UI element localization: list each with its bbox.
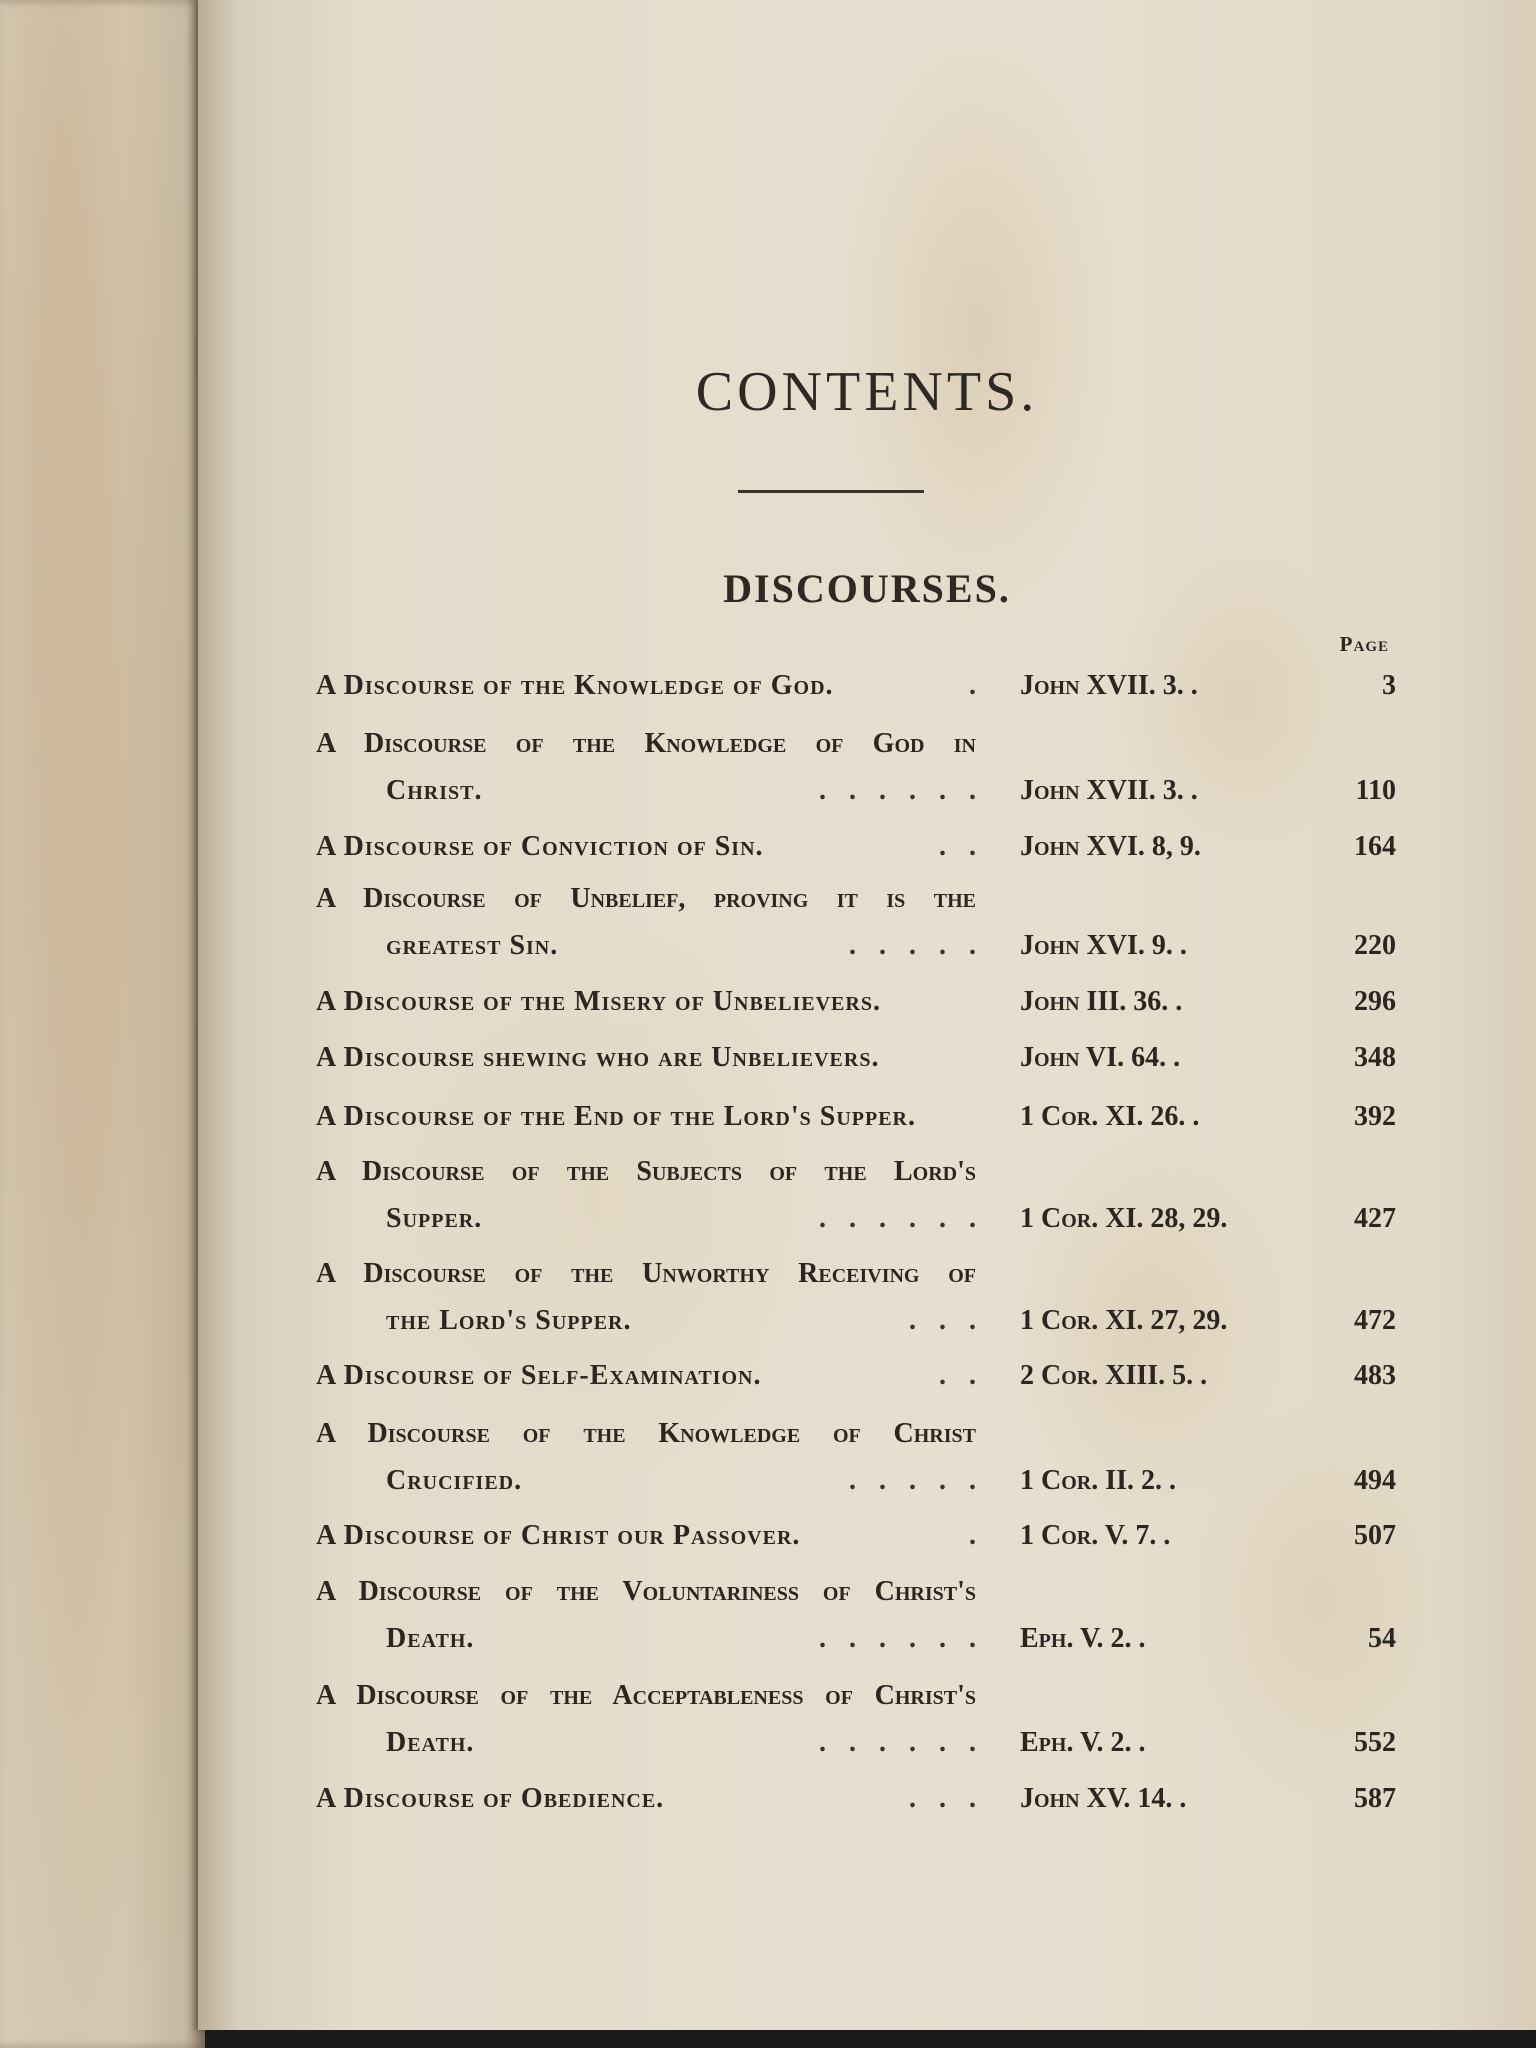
page-number: 483 (1354, 1360, 1396, 1391)
scripture-reference: Eph. V. 2. . (1020, 1727, 1146, 1758)
scripture-reference: John XVII. 3. . (1020, 775, 1198, 806)
entry-title-line: A Discourse of the Acceptableness of Christ's (316, 1680, 976, 1711)
facing-page (0, 0, 205, 2048)
scripture-reference: 1 Cor. V. 7. . (1020, 1520, 1171, 1551)
entry-title-line: greatest Sin. (386, 930, 559, 961)
contents-entry (316, 1410, 1396, 1504)
entry-title-line: A Discourse of the Knowledge of God in (316, 728, 976, 759)
scripture-reference: 2 Cor. XIII. 5. . (1020, 1360, 1208, 1391)
contents-entry (316, 1250, 1396, 1344)
dot-leader: . . . (909, 1305, 984, 1336)
contents-entry (316, 1672, 1396, 1766)
dot-leader: . . (939, 1360, 984, 1391)
section-title: DISCOURSES. (723, 566, 1011, 611)
entry-title-line: A Discourse of the Unworthy Receiving of (316, 1258, 976, 1289)
entry-last-line (316, 978, 1396, 1025)
entry-title-line: A Discourse shewing who are Unbelievers. (316, 1042, 880, 1073)
contents-entry (316, 1093, 1396, 1140)
entry-last-line (316, 1297, 1396, 1344)
contents-heading: CONTENTS. (695, 361, 1039, 423)
contents-entry (316, 1352, 1396, 1399)
page-number: 220 (1354, 930, 1396, 961)
scripture-reference: John XV. 14. . (1020, 1783, 1187, 1814)
scripture-reference: 1 Cor. XI. 28, 29. (1020, 1203, 1228, 1234)
contents-entry (316, 662, 1396, 709)
entry-title-line: A Discourse of the Voluntariness of Christ's (316, 1576, 976, 1607)
page-number: 296 (1354, 986, 1396, 1017)
entry-title-line: A Discourse of the End of the Lord's Supper. (316, 1101, 916, 1132)
entry-title-line: A Discourse of Conviction of Sin. (316, 831, 764, 862)
contents-entry (316, 1512, 1396, 1559)
contents-entry (316, 978, 1396, 1025)
heading-divider (738, 490, 924, 493)
dot-leader: . . . . . . (819, 1203, 984, 1234)
scripture-reference: 1 Cor. XI. 27, 29. (1020, 1305, 1228, 1336)
entry-title-line: Christ. (386, 775, 483, 806)
entry-last-line (316, 1195, 1396, 1242)
dot-leader: . . . . . (849, 930, 984, 961)
contents-entry (316, 1775, 1396, 1822)
scripture-reference: Eph. V. 2. . (1020, 1623, 1146, 1654)
entry-title-line: Crucified. (386, 1465, 523, 1496)
scripture-reference: John XVI. 8, 9. (1020, 831, 1201, 862)
contents-page (198, 0, 1536, 2030)
scripture-reference: 1 Cor. XI. 26. . (1020, 1101, 1200, 1132)
contents-entry (316, 1568, 1396, 1662)
page-number: 392 (1354, 1101, 1396, 1132)
page-number: 348 (1354, 1042, 1396, 1073)
entry-title-line: Death. (386, 1727, 475, 1758)
entry-last-line (316, 1615, 1396, 1662)
dot-leader: . (969, 670, 984, 701)
entry-last-line (316, 767, 1396, 814)
page-number: 110 (1355, 775, 1396, 806)
entry-title-line: A Discourse of Unbelief, proving it is the (316, 883, 976, 914)
contents-entry (316, 720, 1396, 814)
page-number: 552 (1354, 1727, 1396, 1758)
entry-last-line (316, 1457, 1396, 1504)
contents-entry (316, 1034, 1396, 1081)
scripture-reference: John XVII. 3. . (1020, 670, 1198, 701)
page-column-label: Page (1339, 632, 1389, 656)
page-number: 54 (1368, 1623, 1396, 1654)
dot-leader: . . . . . . (819, 775, 984, 806)
entry-title-line: Supper. (386, 1203, 483, 1234)
dot-leader: . . . . . (849, 1465, 984, 1496)
page-number: 427 (1354, 1203, 1396, 1234)
entry-last-line (316, 1512, 1396, 1559)
entry-last-line (316, 1093, 1396, 1140)
page-number: 472 (1354, 1305, 1396, 1336)
entry-last-line (316, 1352, 1396, 1399)
dot-leader: . . (939, 831, 984, 862)
entry-title-line: A Discourse of the Misery of Unbelievers. (316, 986, 881, 1017)
contents-entry (316, 875, 1396, 969)
page-number: 3 (1382, 670, 1396, 701)
entry-last-line (316, 823, 1396, 870)
dot-leader: . . . . . . (819, 1623, 984, 1654)
entry-title-line: A Discourse of Christ our Passover. (316, 1520, 801, 1551)
contents-entry (316, 1148, 1396, 1242)
entry-last-line (316, 1775, 1396, 1822)
page-number: 507 (1354, 1520, 1396, 1551)
entry-title-line: Death. (386, 1623, 475, 1654)
entry-last-line (316, 662, 1396, 709)
entry-title-line: A Discourse of the Knowledge of God. (316, 670, 834, 701)
entry-last-line (316, 922, 1396, 969)
entry-last-line (316, 1719, 1396, 1766)
dot-leader: . (969, 1520, 984, 1551)
page-number: 494 (1354, 1465, 1396, 1496)
scripture-reference: 1 Cor. II. 2. . (1020, 1465, 1177, 1496)
contents-entry (316, 823, 1396, 870)
entry-last-line (316, 1034, 1396, 1081)
entry-title-line: A Discourse of Self-Examination. (316, 1360, 762, 1391)
entry-title-line: A Discourse of the Subjects of the Lord's (316, 1156, 976, 1187)
scripture-reference: John XVI. 9. . (1020, 930, 1187, 961)
page-number: 587 (1354, 1783, 1396, 1814)
scripture-reference: John VI. 64. . (1020, 1042, 1181, 1073)
entry-title-line: A Discourse of Obedience. (316, 1783, 665, 1814)
page-number: 164 (1354, 831, 1396, 862)
dot-leader: . . . . . . (819, 1727, 984, 1758)
entry-title-line: A Discourse of the Knowledge of Christ (316, 1418, 976, 1449)
entry-title-line: the Lord's Supper. (386, 1305, 632, 1336)
dot-leader: . . . (909, 1783, 984, 1814)
scripture-reference: John III. 36. . (1020, 986, 1183, 1017)
